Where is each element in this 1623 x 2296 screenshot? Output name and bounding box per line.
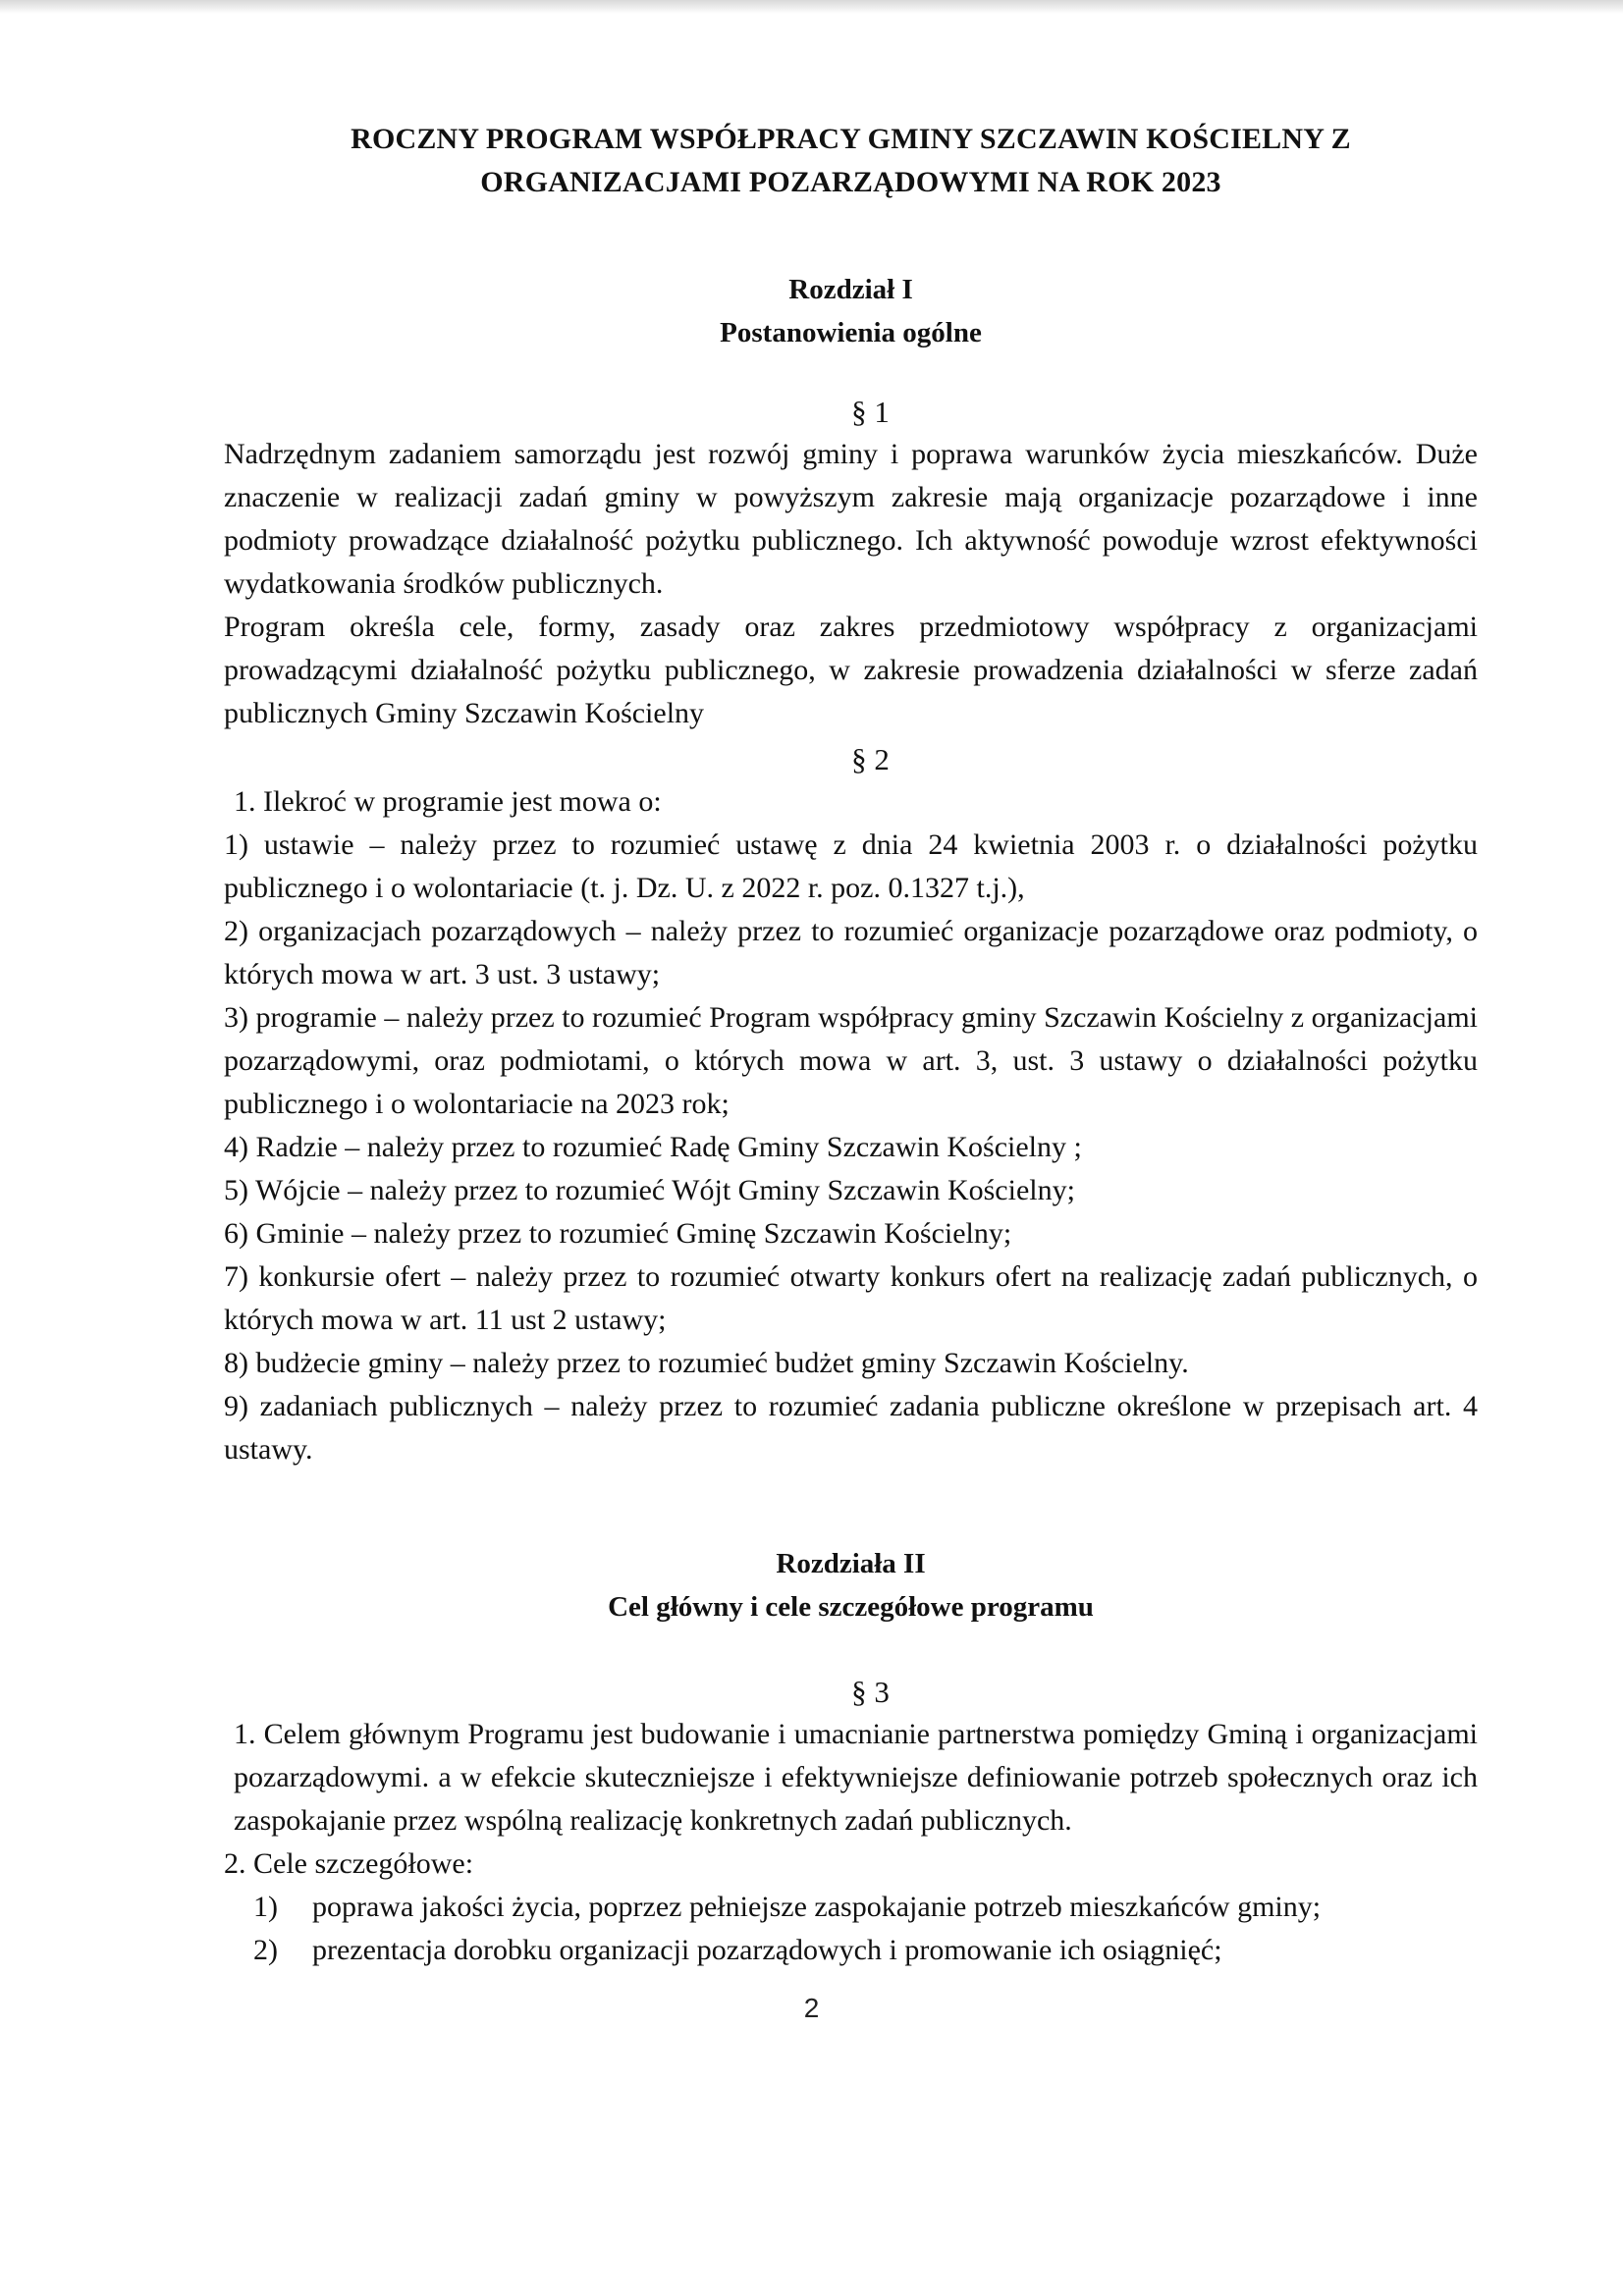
section-3-point-1: 1. Celem głównym Programu jest budowanie i umacnianie partnerstwa pomiędzy Gminą i organizacjami pozarządowymi. a w efekcie skuteczniejsze i efektywniejsze definiowanie potrzeb społecznych oraz ich zaspokajanie przez wspólną realizację konkretnych zadań publicznych. <box>234 1718 1478 1837</box>
document-title-line-2: ORGANIZACJAMI POZARZĄDOWYMI NA ROK 2023 <box>480 166 1221 198</box>
definition-item: 5) Wójcie – należy przez to rozumieć Wójt Gminy Szczawin Kościelny; <box>224 1174 1075 1206</box>
definition-item: 6) Gminie – należy przez to rozumieć Gminę Szczawin Kościelny; <box>224 1217 1012 1250</box>
chapter-2-heading: Cel główny i cele szczegółowe programu <box>608 1591 1094 1623</box>
section-1-sign: § 1 <box>851 395 890 429</box>
page-number: 2 <box>803 1993 820 2023</box>
section-3-sign: § 3 <box>851 1675 890 1709</box>
specific-goal-text: poprawa jakości życia, poprzez pełniejsze zaspokajanie potrzeb mieszkańców gminy; <box>312 1891 1322 1923</box>
specific-goals-list <box>224 1886 1478 1972</box>
specific-goal-number: 2) <box>253 1934 278 1966</box>
specific-goal-number: 1) <box>253 1891 278 1923</box>
definition-item: 9) zadaniach publicznych – należy przez to rozumieć zadania publiczne określone w przepisach art. 4 ustawy. <box>224 1390 1478 1466</box>
section-3-point-2: 2. Cele szczegółowe: <box>224 1847 474 1880</box>
definition-item: 7) konkursie ofert – należy przez to rozumieć otwarty konkurs ofert na realizację zadań publicznych, o których mowa w art. 11 ust 2 ustawy; <box>224 1260 1478 1336</box>
chapter-1-heading: Postanowienia ogólne <box>720 317 982 348</box>
section-2-intro: 1. Ilekroć w programie jest mowa o: <box>234 785 662 818</box>
section-2-definitions-list <box>224 824 1478 1471</box>
section-2-sign: § 2 <box>851 742 890 776</box>
definition-item: 8) budżecie gminy – należy przez to rozumieć budżet gminy Szczawin Kościelny. <box>224 1347 1189 1379</box>
document-title-line-1: ROCZNY PROGRAM WSPÓŁPRACY GMINY SZCZAWIN KOŚCIELNY Z <box>351 123 1351 155</box>
specific-goal-item <box>253 1929 1478 1972</box>
scan-top-edge <box>0 0 1623 14</box>
section-1-paragraph-2: Program określa cele, formy, zasady oraz zakres przedmiotowy współpracy z organizacjami prowadzącymi działalność pożytku publicznego, w zakresie prowadzenia działalności w sferze zadań publicznych Gminy Szczawin Kościelny <box>224 611 1478 729</box>
document-content <box>224 118 1478 1972</box>
specific-goal-item <box>253 1886 1478 1929</box>
definition-item: 3) programie – należy przez to rozumieć Program współpracy gminy Szczawin Kościelny z organizacjami pozarządowymi, oraz podmiotami, o których mowa w art. 3, ust. 3 ustawy o działalności pożytku publicznego i o wolontariacie na 2023 rok; <box>224 1001 1478 1120</box>
definition-item: 1) ustawie – należy przez to rozumieć ustawę z dnia 24 kwietnia 2003 r. o działalności pożytku publicznego i o wolontariacie (t. j. Dz. U. z 2022 r. poz. 0.1327 t.j.), <box>224 828 1478 904</box>
chapter-1-label: Rozdział I <box>788 274 913 305</box>
definition-item: 4) Radzie – należy przez to rozumieć Radę Gminy Szczawin Kościelny ; <box>224 1131 1082 1163</box>
chapter-2-label: Rozdziała II <box>776 1548 926 1579</box>
definition-item: 2) organizacjach pozarządowych – należy przez to rozumieć organizacje pozarządowe oraz podmioty, o których mowa w art. 3 ust. 3 ustawy; <box>224 915 1478 990</box>
specific-goal-text: prezentacja dorobku organizacji pozarządowych i promowanie ich osiągnięć; <box>312 1934 1222 1966</box>
section-1-paragraph-1: Nadrzędnym zadaniem samorządu jest rozwój gminy i poprawa warunków życia mieszkańców. Duże znaczenie w realizacji zadań gminy w powyższym zakresie mają organizacje pozarządowe i inne podmioty prowadzące działalność pożytku publicznego. Ich aktywność powoduje wzrost efektywności wydatkowania środków publicznych. <box>224 438 1478 600</box>
